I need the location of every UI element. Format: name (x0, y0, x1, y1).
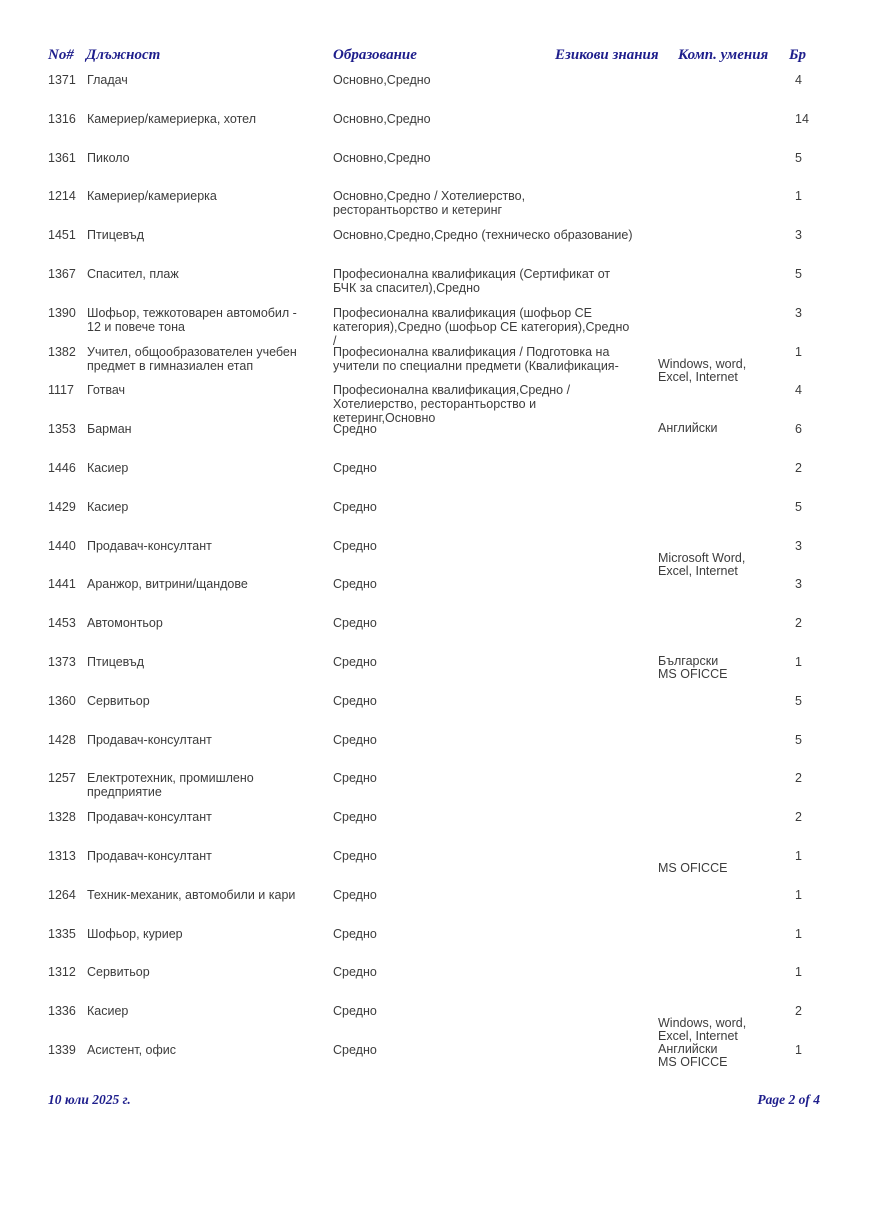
row-count: 2 (795, 460, 802, 475)
row-count: 1 (795, 189, 802, 204)
row-number: 1214 (48, 189, 76, 204)
row-education: Средно (333, 499, 377, 514)
row-skills (658, 1004, 760, 1043)
row-skills (658, 73, 760, 86)
row-number: 1367 (48, 266, 76, 281)
row-skills (658, 151, 760, 164)
row-number: 1429 (48, 499, 76, 514)
row-position: Електротехник, промишлено предприятие (87, 771, 254, 800)
row-count: 1 (795, 926, 802, 941)
row-count: 2 (795, 616, 802, 631)
row-skills (658, 383, 760, 396)
row-education: Професионална квалификация,Средно / Хотелиерство, ресторантьорство и кетеринг,Основно (333, 383, 571, 426)
table-row (0, 655, 870, 694)
row-position: Пиколо (87, 150, 130, 165)
row-language (658, 927, 760, 940)
row-education: Професионална квалификация / Подготовка на учители по специални предмети (Квалификация- (333, 344, 619, 373)
row-count: 3 (795, 305, 802, 320)
row-number: 1335 (48, 926, 76, 941)
column-header-language: Езикови знания (555, 47, 659, 63)
footer-page-number: Page 2 of 4 (757, 1092, 820, 1107)
row-position: Шофьор, куриер (87, 926, 183, 941)
row-count: 2 (795, 1004, 802, 1019)
row-skills (658, 422, 760, 435)
row-education: Средно (333, 422, 377, 437)
row-position: Продавач-консултант (87, 848, 212, 863)
row-computer-skills: Microsoft Word, Excel, Internet (658, 550, 746, 578)
row-skills (658, 112, 760, 125)
row-education: Средно (333, 616, 377, 631)
row-number: 1316 (48, 111, 76, 126)
row-number: 1390 (48, 305, 76, 320)
row-language: Английски (658, 421, 718, 436)
row-position: Касиер (87, 499, 129, 514)
row-education: Професионална квалификация (шофьор СЕ категория),Средно (шофьор СЕ категория),Средно / (333, 305, 630, 348)
row-skills (658, 306, 760, 319)
row-computer-skills: MS OFICCE (658, 666, 728, 681)
row-education: Средно (333, 1042, 377, 1057)
row-count: 5 (795, 150, 802, 165)
row-number: 1328 (48, 810, 76, 825)
row-count: 5 (795, 732, 802, 747)
column-header-no: No# (48, 47, 74, 63)
row-skills (658, 655, 760, 681)
row-skills (658, 616, 760, 629)
row-language (658, 965, 760, 978)
row-position: Продавач-консултант (87, 810, 212, 825)
row-computer-skills: Windows, word, Excel, Internet (658, 1016, 747, 1044)
row-skills (658, 927, 760, 940)
row-count: 5 (795, 266, 802, 281)
column-header-education: Образование (333, 47, 417, 63)
row-education: Средно (333, 926, 377, 941)
row-count: 1 (795, 965, 802, 980)
row-language (658, 228, 760, 241)
row-language: Английски (658, 1041, 718, 1056)
row-number: 1264 (48, 887, 76, 902)
table-row (0, 1043, 870, 1082)
row-count: 3 (795, 538, 802, 553)
table-row (0, 228, 870, 267)
row-education: Средно (333, 460, 377, 475)
row-number: 1361 (48, 150, 76, 165)
row-number: 1428 (48, 732, 76, 747)
row-skills (658, 810, 760, 823)
row-language (658, 500, 760, 513)
table-row (0, 189, 870, 228)
row-computer-skills: MS OFICCE (658, 1054, 728, 1069)
row-count: 5 (795, 693, 802, 708)
row-position: Учител, общообразователен учебен предмет в гимназиален етап (87, 344, 297, 373)
row-number: 1257 (48, 771, 76, 786)
row-skills (658, 1043, 760, 1069)
row-position: Сервитьор (87, 693, 150, 708)
row-position: Спасител, плаж (87, 266, 179, 281)
row-language (658, 888, 760, 901)
table-row (0, 616, 870, 655)
row-skills (658, 771, 760, 784)
row-skills (658, 461, 760, 474)
row-education: Средно (333, 887, 377, 902)
row-count: 1 (795, 654, 802, 669)
row-position: Гладач (87, 73, 128, 87)
row-education: Средно (333, 654, 377, 669)
row-computer-skills: Windows, word, Excel, Internet (658, 356, 747, 384)
table-row (0, 965, 870, 1004)
row-language (658, 383, 760, 396)
row-language (658, 849, 760, 862)
row-education: Средно (333, 965, 377, 980)
table-row (0, 151, 870, 190)
row-language (658, 810, 760, 823)
row-skills (658, 228, 760, 241)
row-count: 1 (795, 887, 802, 902)
report-rows (0, 73, 870, 1082)
row-language (658, 306, 760, 319)
row-count: 1 (795, 848, 802, 863)
row-skills (658, 694, 760, 707)
row-education: Основно,Средно (333, 111, 431, 126)
row-number: 1451 (48, 228, 76, 243)
row-language (658, 694, 760, 707)
table-row (0, 577, 870, 616)
row-language (658, 151, 760, 164)
row-language (658, 345, 760, 358)
row-language (658, 539, 760, 552)
row-skills (658, 189, 760, 202)
row-education: Основно,Средно (333, 150, 431, 165)
row-count: 14 (795, 111, 809, 126)
table-row (0, 500, 870, 539)
row-position: Аранжор, витрини/щандове (87, 577, 248, 592)
table-row (0, 539, 870, 578)
table-row (0, 733, 870, 772)
row-computer-skills: MS OFICCE (658, 860, 728, 875)
row-education: Средно (333, 1004, 377, 1019)
row-skills (658, 733, 760, 746)
row-number: 1382 (48, 344, 76, 359)
table-row (0, 73, 870, 112)
row-education: Средно (333, 848, 377, 863)
row-count: 5 (795, 499, 802, 514)
row-position: Шофьор, тежкотоварен автомобил - 12 и повече тона (87, 305, 297, 334)
table-row (0, 422, 870, 461)
row-education: Средно (333, 577, 377, 592)
table-row (0, 305, 870, 348)
table-row (0, 888, 870, 927)
row-skills (658, 888, 760, 901)
row-count: 3 (795, 228, 802, 243)
table-row (0, 694, 870, 733)
row-skills (658, 539, 760, 578)
row-number: 1312 (48, 965, 76, 980)
row-education: Средно (333, 693, 377, 708)
row-skills (658, 500, 760, 513)
row-number: 1373 (48, 654, 76, 669)
row-education: Средно (333, 538, 377, 553)
row-number: 1353 (48, 422, 76, 437)
row-position: Касиер (87, 460, 129, 475)
row-number: 1440 (48, 538, 76, 553)
row-position: Техник-механик, автомобили и кари (87, 887, 296, 902)
table-row (0, 1004, 870, 1043)
row-number: 1360 (48, 693, 76, 708)
row-count: 2 (795, 771, 802, 786)
row-position: Продавач-консултант (87, 538, 212, 553)
row-position: Барман (87, 422, 132, 437)
row-language (658, 73, 760, 86)
row-language (658, 112, 760, 125)
row-count: 6 (795, 422, 802, 437)
row-number: 1339 (48, 1042, 76, 1057)
column-header-position: Длъжност (86, 47, 161, 63)
row-count: 3 (795, 577, 802, 592)
row-education: Основно,Средно,Средно (техническо образование) (333, 228, 633, 243)
row-language: Български (658, 653, 719, 668)
row-language (658, 189, 760, 202)
table-row (0, 112, 870, 151)
row-position: Асистент, офис (87, 1042, 177, 1057)
row-education: Средно (333, 771, 377, 786)
row-education: Професионална квалификация (Сертификат от БЧК за спасител),Средно (333, 266, 611, 295)
row-count: 4 (795, 383, 802, 398)
row-number: 1117 (48, 383, 74, 398)
footer-date: 10 юли 2025 г. (48, 1092, 131, 1107)
row-position: Готвач (87, 383, 126, 398)
row-number: 1453 (48, 616, 76, 631)
row-position: Камериер/камериерка (87, 189, 217, 204)
table-row (0, 849, 870, 888)
row-language (658, 771, 760, 784)
row-education: Средно (333, 810, 377, 825)
row-language (658, 616, 760, 629)
row-number: 1371 (48, 73, 76, 87)
row-skills (658, 577, 760, 590)
row-number: 1446 (48, 460, 76, 475)
row-number: 1336 (48, 1004, 76, 1019)
row-position: Касиер (87, 1004, 129, 1019)
row-count: 1 (795, 1042, 802, 1057)
row-skills (658, 965, 760, 978)
table-row (0, 771, 870, 810)
table-row (0, 461, 870, 500)
table-row (0, 383, 870, 426)
row-count: 2 (795, 810, 802, 825)
row-position: Автомонтьор (87, 616, 163, 631)
row-count: 4 (795, 73, 802, 87)
row-number: 1313 (48, 848, 76, 863)
row-position: Птицевъд (87, 654, 144, 669)
row-skills (658, 849, 760, 875)
row-language (658, 461, 760, 474)
row-language (658, 577, 760, 590)
table-row (0, 267, 870, 306)
row-position: Сервитьор (87, 965, 150, 980)
column-header-count: Бр (789, 47, 807, 63)
row-education: Основно,Средно / Хотелиерство, ресторантьорство и кетеринг (333, 189, 526, 218)
row-number: 1441 (48, 577, 76, 592)
column-header-computer: Комп. умения (678, 47, 769, 63)
row-education: Средно (333, 732, 377, 747)
table-row (0, 810, 870, 849)
row-education: Основно,Средно (333, 73, 431, 87)
row-count: 1 (795, 344, 802, 359)
row-position: Птицевъд (87, 228, 144, 243)
row-position: Продавач-консултант (87, 732, 212, 747)
table-row (0, 927, 870, 966)
row-skills (658, 267, 760, 280)
row-language (658, 267, 760, 280)
row-language (658, 733, 760, 746)
table-row (0, 345, 870, 384)
row-skills (658, 345, 760, 384)
row-position: Камериер/камериерка, хотел (87, 111, 257, 126)
